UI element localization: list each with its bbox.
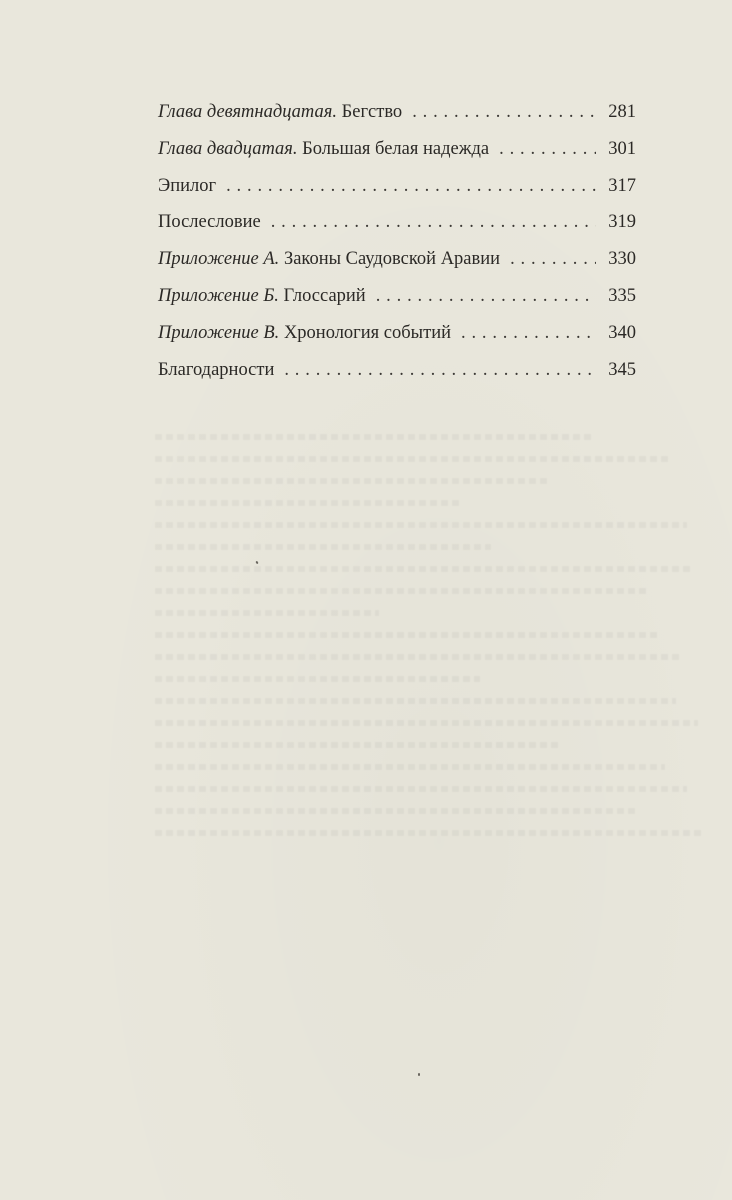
dot-leader <box>284 352 596 389</box>
dot-leader <box>499 131 596 168</box>
show-through-texture <box>155 420 715 1120</box>
toc-entry-page: 281 <box>608 102 636 122</box>
toc-entry <box>158 94 636 131</box>
dot-leader <box>510 241 596 278</box>
toc-entry-prefix: Глава двадцатая. <box>158 138 298 159</box>
toc-entry-title: Хронология событий <box>283 322 451 343</box>
toc-entry-prefix: Приложение А. <box>158 249 280 270</box>
toc-entry-title: Бегство <box>341 102 403 122</box>
toc-entry <box>158 352 636 389</box>
toc-entry-title: Послесловие <box>158 212 261 233</box>
toc-entry-title: Большая белая надежда <box>302 138 490 159</box>
toc-entry-page: 301 <box>608 138 636 159</box>
toc-entry <box>158 315 636 352</box>
dot-leader <box>226 168 596 205</box>
toc-entry-page: 319 <box>608 212 636 233</box>
toc-entry-prefix: Приложение Б. <box>158 285 279 306</box>
toc-entry-title: Законы Саудовской Аравии <box>283 249 501 270</box>
toc-entry <box>158 168 636 205</box>
dot-leader <box>271 204 596 241</box>
paper-speck <box>418 1073 420 1076</box>
toc-entry-prefix: Приложение В. <box>158 322 280 343</box>
toc-entry-page: 317 <box>608 175 636 196</box>
toc-entry <box>158 241 636 278</box>
dot-leader <box>461 315 596 352</box>
toc-entry-page: 340 <box>608 322 636 343</box>
dot-leader <box>376 278 596 315</box>
dot-leader <box>412 94 596 131</box>
toc-entry-title: Эпилог <box>158 175 217 196</box>
table-of-contents <box>158 94 636 388</box>
toc-entry-title: Глоссарий <box>283 285 366 306</box>
toc-entry <box>158 131 636 168</box>
toc-entry <box>158 278 636 315</box>
toc-entry-title: Благодарности <box>158 359 275 380</box>
toc-entry-page: 330 <box>608 249 636 270</box>
paper-speck <box>255 561 258 565</box>
toc-entry-page: 345 <box>608 359 636 380</box>
toc-entry <box>158 204 636 241</box>
toc-entry-page: 335 <box>608 285 636 306</box>
toc-entry-prefix: Глава девятнадцатая. <box>158 102 337 122</box>
